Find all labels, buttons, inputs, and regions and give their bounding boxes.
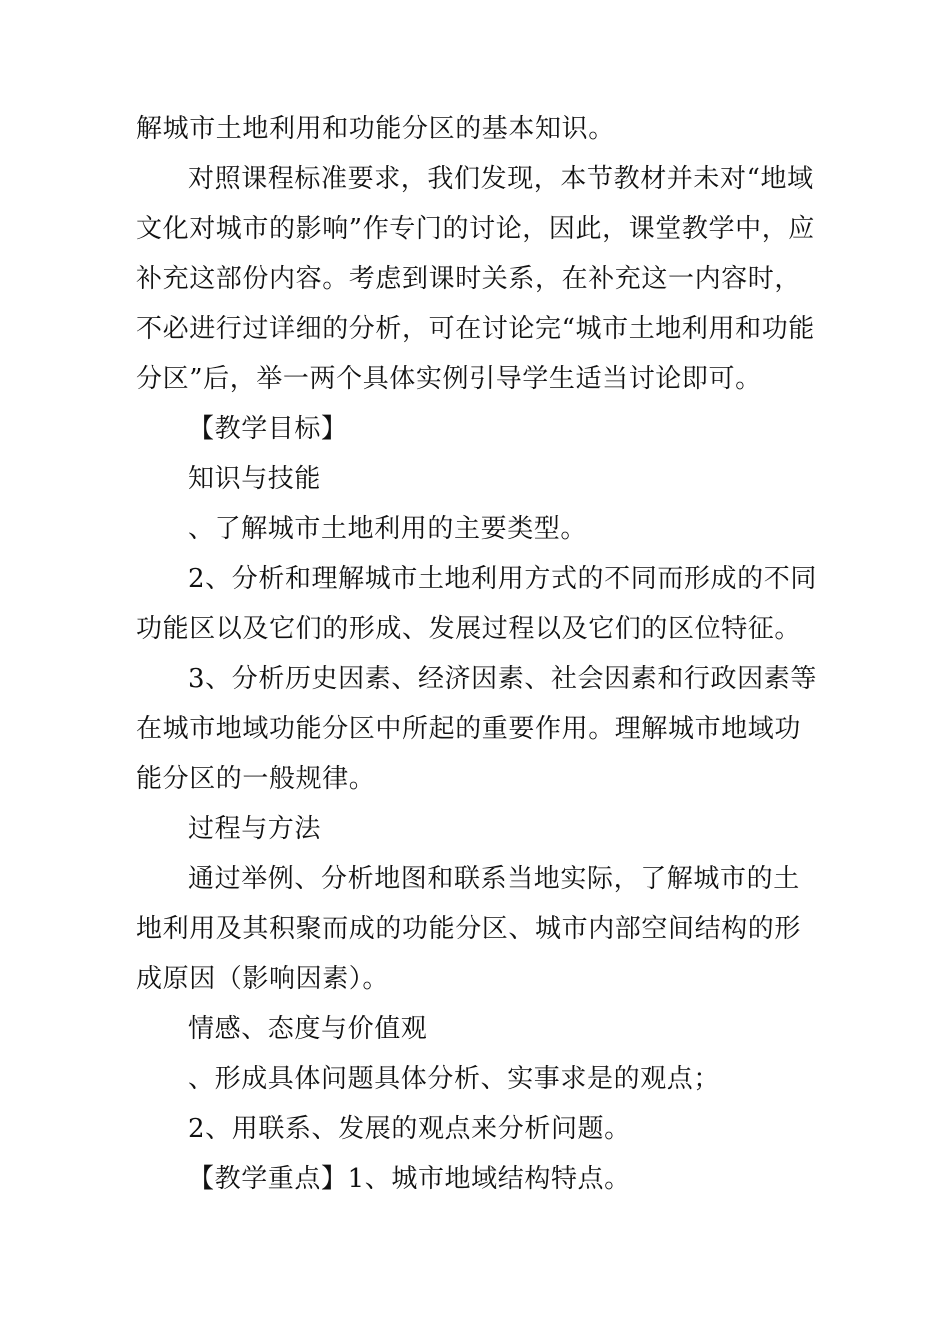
list-item-knowledge-3: 3、分析历史因素、经济因素、社会因素和行政因素等在城市地域功能分区中所起的重要作用。理解城市地域功能分区的一般规律。 — [136, 664, 817, 794]
subheading-knowledge-skills: 知识与技能 — [188, 464, 322, 494]
heading-teaching-focus: 【教学重点】1、城市地域结构特点。 — [188, 1164, 631, 1194]
paragraph-curriculum-note: 对照课程标准要求，我们发现，本节教材并未对“地域文化对城市的影响”作专门的讨论，因此，课堂教学中，应补充这部份内容。考虑到课时关系，在补充这一内容时，不必进行过详细的分析，可在讨论完“城市土地利用和功能分区”后，举一两个具体实例引导学生适当讨论即可。 — [136, 164, 815, 394]
subheading-emotion-values: 情感、态度与价值观 — [188, 1014, 428, 1044]
list-item-values-2: 2、用联系、发展的观点来分析问题。 — [188, 1114, 631, 1144]
document-body — [136, 104, 826, 1204]
paragraph-process-methods: 通过举例、分析地图和联系当地实际，了解城市的土地利用及其积聚而成的功能分区、城市内部空间结构的形成原因（影响因素）。 — [136, 864, 802, 994]
list-item-knowledge-1: 、了解城市土地利用的主要类型。 — [188, 514, 588, 544]
subheading-process-methods: 过程与方法 — [188, 814, 322, 844]
list-item-knowledge-2: 2、分析和理解城市土地利用方式的不同而形成的不同功能区以及它们的形成、发展过程以及它们的区位特征。 — [136, 564, 817, 644]
paragraph-continuation: 解城市土地利用和功能分区的基本知识。 — [136, 114, 615, 144]
heading-teaching-goals: 【教学目标】 — [188, 414, 348, 444]
list-item-values-1: 、形成具体问题具体分析、实事求是的观点； — [188, 1064, 721, 1094]
